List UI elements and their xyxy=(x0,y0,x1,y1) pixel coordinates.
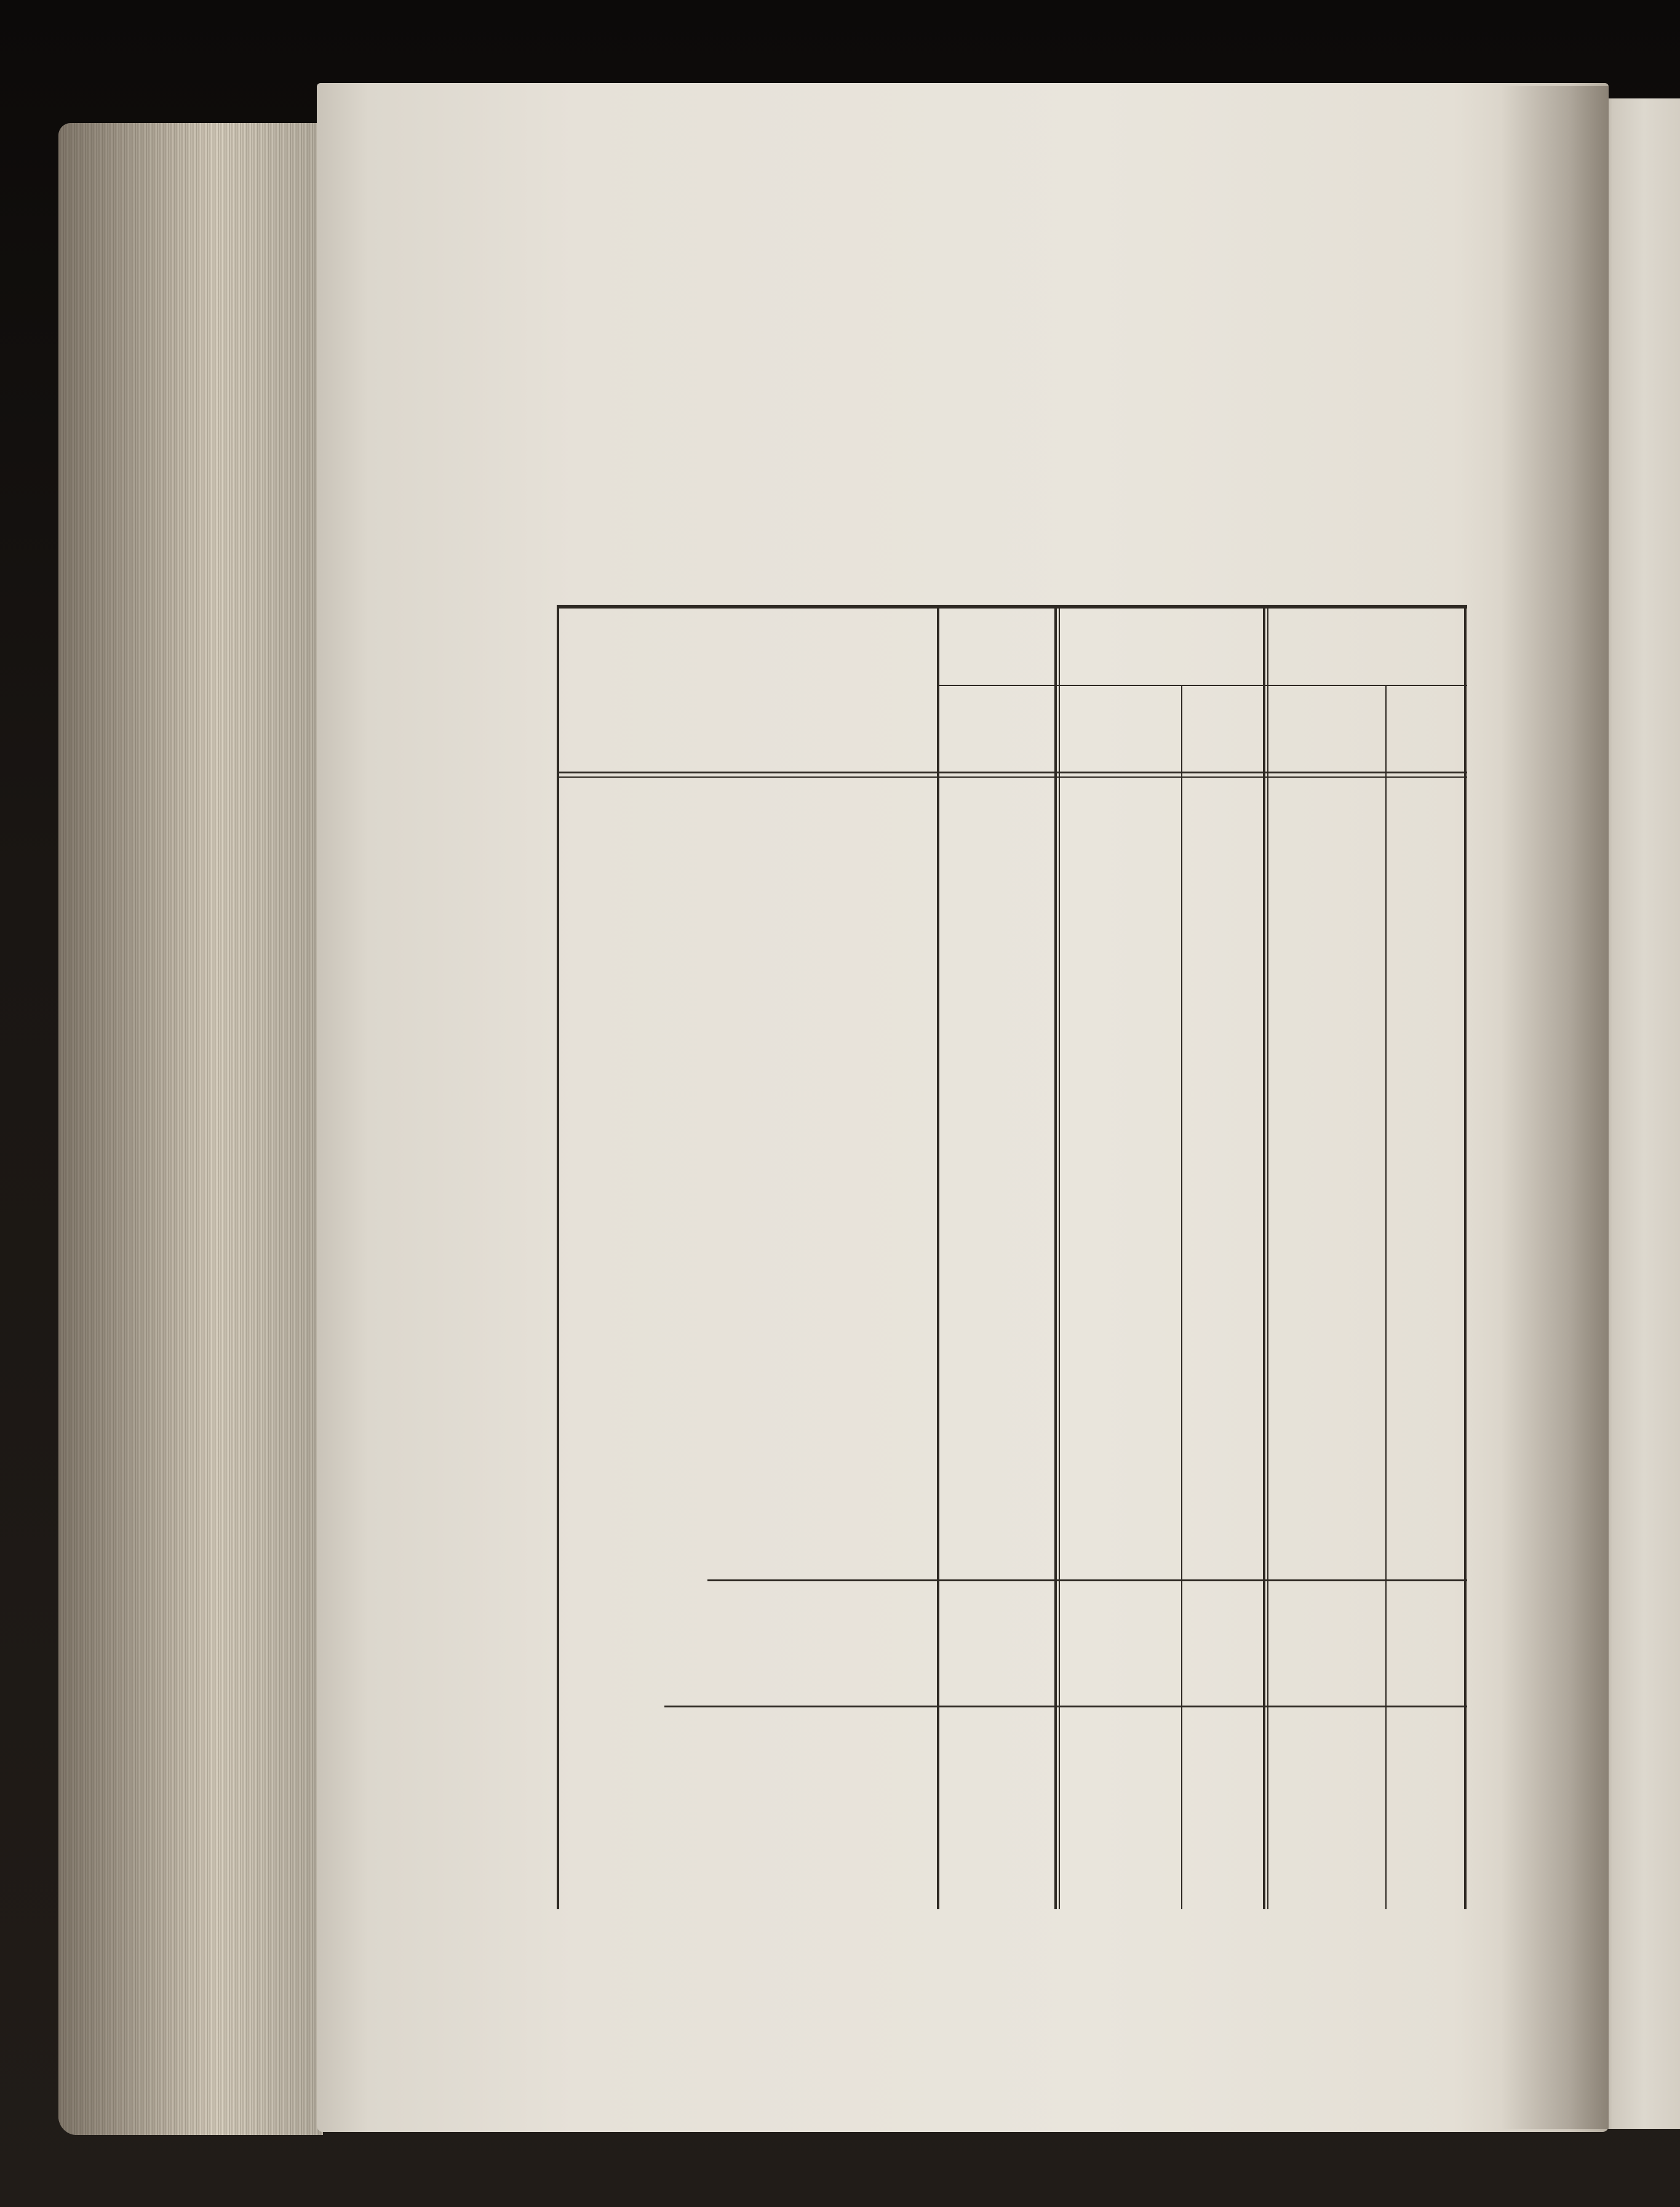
page xyxy=(317,83,1609,2132)
page-edges-shade xyxy=(58,123,323,2135)
page-gutter-shadow xyxy=(1501,86,1609,2129)
